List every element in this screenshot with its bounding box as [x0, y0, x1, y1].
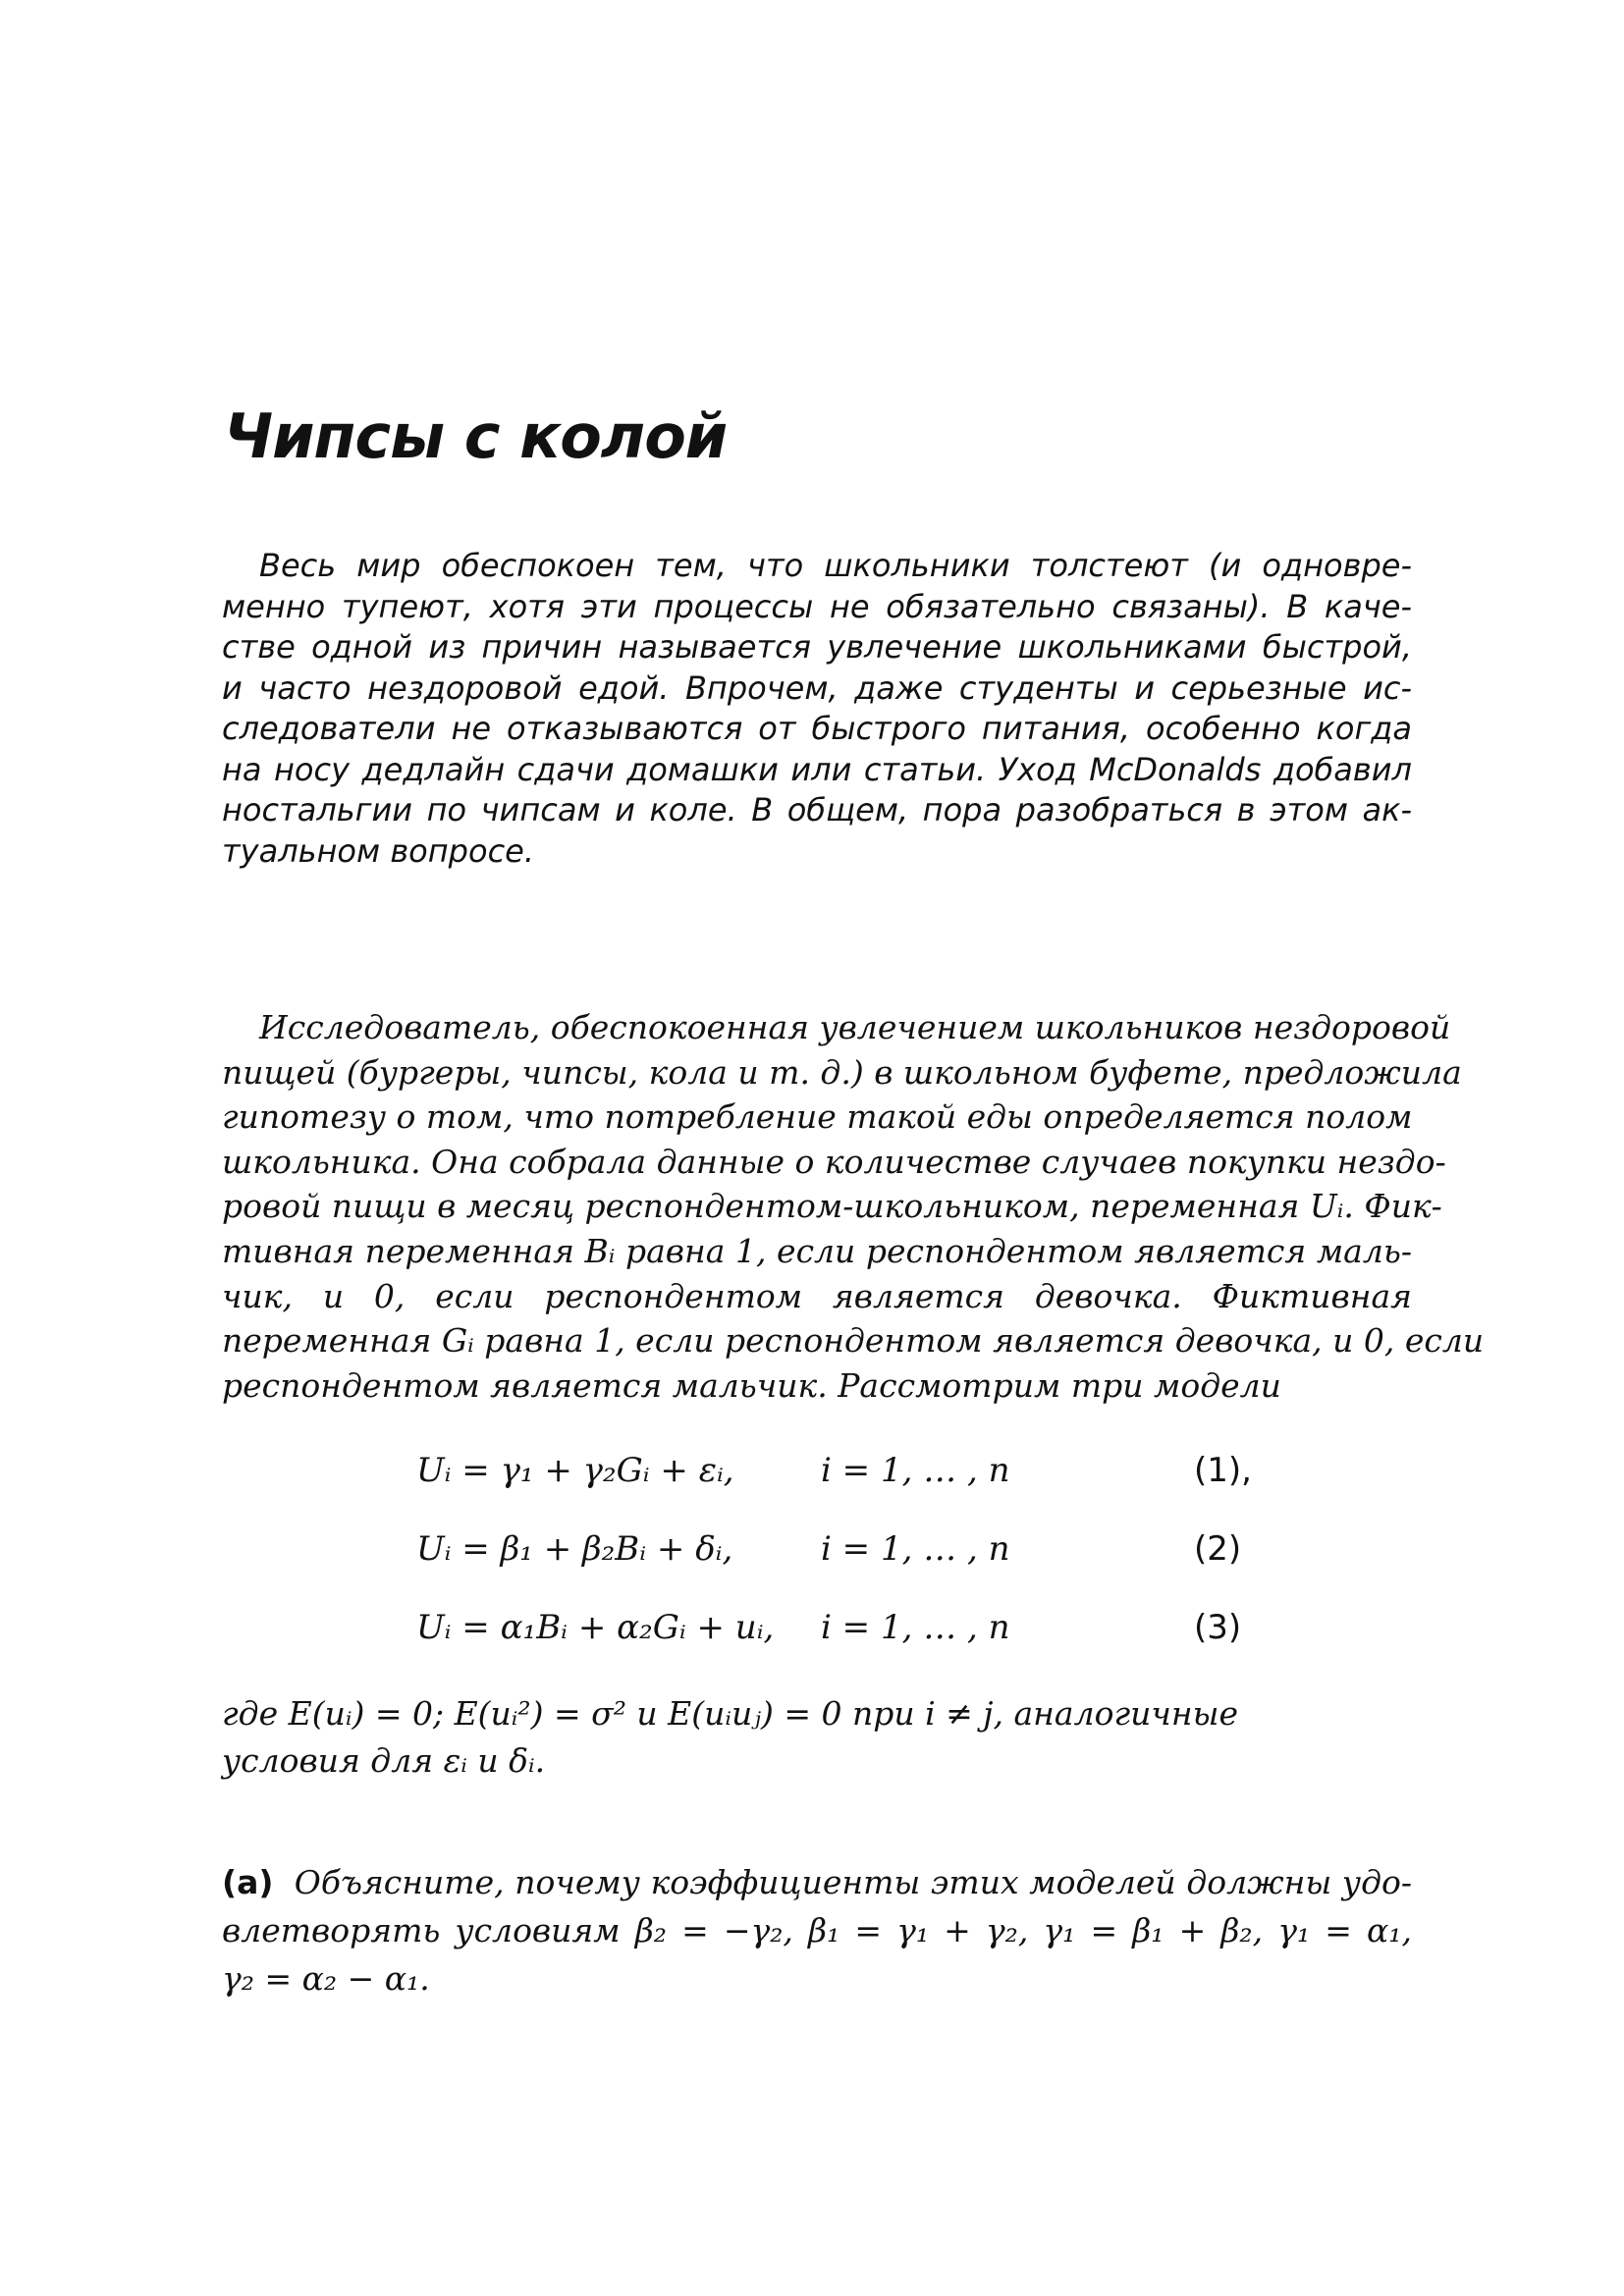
equation-number: (1),	[1194, 1451, 1252, 1490]
question-text: Объясните, почему коэффициенты этих моделей должны удо-	[294, 1863, 1413, 1901]
intro-line: и часто нездоровой едой. Впрочем, даже студенты и серьезные ис-	[222, 668, 1412, 707]
question-line: влетворять условиям β₂ = −γ₂, β₁ = γ₁ + γ₂, γ₁ = β₁ + β₂, γ₁ = α₁,	[222, 1911, 1412, 1949]
equation-index: i = 1, … , n	[821, 1608, 1010, 1647]
intro-line: ностальгии по чипсам и коле. В общем, пора разобраться в этом ак-	[222, 791, 1412, 828]
equation-lhs: Uᵢ = α₁Bᵢ + α₂Gᵢ + uᵢ,	[416, 1608, 775, 1647]
equation-index: i = 1, … , n	[821, 1529, 1010, 1569]
statement-line: гипотезу о том, что потребление такой еды определяется полом	[222, 1097, 1413, 1137]
statement-line: тивная переменная Bᵢ равна 1, если респондентом является маль-	[222, 1231, 1412, 1270]
equation-3	[0, 1608, 1624, 1657]
conditions-line: где E(uᵢ) = 0; E(uᵢ²) = σ² и E(uᵢuⱼ) = 0 при i ≠ j, аналогичные	[222, 1694, 1239, 1733]
statement-line: переменная Gᵢ равна 1, если респондентом является девочка, и 0, если	[222, 1321, 1485, 1361]
conditions-text	[222, 1690, 1412, 1785]
equation-index: i = 1, … , n	[821, 1451, 1010, 1490]
statement-line: пищей (бургеры, чипсы, кола и т. д.) в школьном буфете, предложила	[222, 1052, 1462, 1092]
section-title: Чипсы с колой	[224, 400, 728, 472]
conditions-line: условия для εᵢ и δᵢ.	[222, 1741, 546, 1780]
question-first-line	[222, 1858, 1412, 1906]
equation-1	[0, 1451, 1624, 1500]
equation-number: (2)	[1194, 1529, 1242, 1569]
statement-line: чик, и 0, если респондентом является девочка. Фиктивная	[222, 1276, 1412, 1315]
intro-line: стве одной из причин называется увлечение школьниками быстрой,	[222, 628, 1412, 666]
problem-statement	[222, 1005, 1485, 1408]
intro-paragraph	[222, 546, 1412, 872]
equation-lhs: Uᵢ = γ₁ + γ₂Gᵢ + εᵢ,	[416, 1451, 734, 1490]
intro-line: туальном вопросе.	[222, 831, 535, 870]
statement-line: школьника. Она собрала данные о количестве случаев покупки нездо-	[222, 1142, 1446, 1181]
equation-2	[0, 1529, 1624, 1578]
question-a	[222, 1858, 1412, 2002]
equation-lhs: Uᵢ = β₁ + β₂Bᵢ + δᵢ,	[416, 1529, 733, 1569]
equation-number: (3)	[1194, 1608, 1242, 1647]
statement-line: Исследователь, обеспокоенная увлечением школьников нездоровой	[259, 1008, 1451, 1046]
question-label: (a)	[222, 1863, 274, 1901]
intro-line: Весь мир обеспокоен тем, что школьники толстеют (и одновре-	[259, 547, 1412, 584]
statement-line: респондентом является мальчик. Рассмотрим три модели	[222, 1365, 1281, 1405]
statement-line: ровой пищи в месяц респондентом-школьником, переменная Uᵢ. Фик-	[222, 1187, 1442, 1226]
question-line: γ₂ = α₂ − α₁.	[222, 1959, 430, 1998]
intro-line: на носу дедлайн сдачи домашки или статьи. Уход McDonalds добавил	[222, 750, 1412, 788]
intro-line: следователи не отказываются от быстрого питания, особенно когда	[222, 710, 1412, 747]
intro-line: менно тупеют, хотя эти процессы не обязательно связаны). В каче-	[222, 587, 1412, 625]
